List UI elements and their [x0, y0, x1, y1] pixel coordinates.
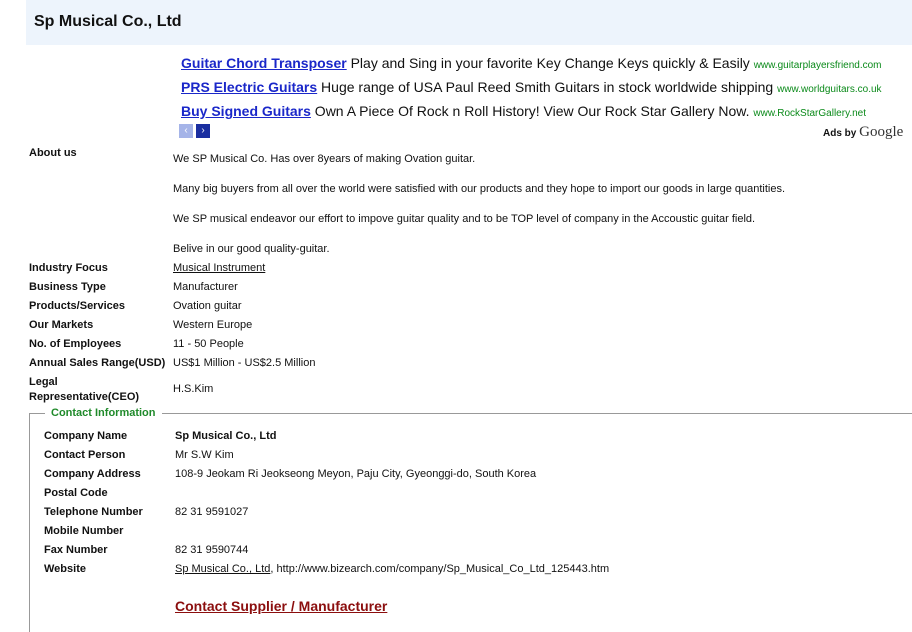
legal-rep-label-line2: Representative(CEO) [29, 391, 140, 403]
ad-url[interactable]: www.RockStarGallery.net [753, 108, 867, 119]
ad-item [181, 77, 906, 101]
about-paragraph: We SP Musical Co. Has over 8years of making Ovation guitar. [173, 153, 476, 165]
postal-code-label: Postal Code [44, 487, 108, 499]
page-title: Sp Musical Co., Ltd [34, 13, 182, 30]
telephone-label: Telephone Number [44, 506, 143, 518]
website-link[interactable]: Sp Musical Co., Ltd [175, 563, 271, 575]
employees-label: No. of Employees [29, 338, 122, 350]
company-address-value: 108-9 Jeokam Ri Jeokseong Meyon, Paju City, Gyeonggi-do, South Korea [175, 468, 537, 480]
contact-supplier-button[interactable]: Contact Supplier / Manufacturer [175, 598, 388, 614]
ads-by-google[interactable] [823, 124, 903, 141]
website-url: , http://www.bizearch.com/company/Sp_Musical_Co_Ltd_125443.htm [270, 563, 610, 575]
chevron-left-icon[interactable]: ‹ [179, 124, 193, 138]
google-logo: Google [859, 124, 904, 140]
products-services-label: Products/Services [29, 300, 125, 312]
employees-value: 11 - 50 People [173, 338, 244, 350]
legal-rep-value: H.S.Kim [173, 383, 214, 395]
ad-url[interactable]: www.worldguitars.co.uk [777, 84, 882, 95]
ad-title-link[interactable]: Buy Signed Guitars [181, 103, 311, 119]
about-paragraph: Belive in our good quality-guitar. [173, 243, 330, 255]
annual-sales-label: Annual Sales Range(USD) [29, 357, 166, 369]
ad-description: Own A Piece Of Rock n Roll History! View Our Rock Star Gallery Now. [310, 103, 754, 119]
ad-url[interactable]: www.guitarplayersfriend.com [753, 60, 882, 71]
ad-navigation [179, 124, 213, 138]
ad-title-link[interactable]: Guitar Chord Transposer [181, 55, 347, 71]
about-label: About us [29, 147, 77, 159]
ad-description: Play and Sing in your favorite Key Change Keys quickly & Easily [346, 55, 754, 71]
our-markets-label: Our Markets [29, 319, 94, 331]
ads-by-label: Ads by [823, 128, 860, 139]
contact-person-value: Mr S.W Kim [175, 449, 234, 461]
industry-focus-label: Industry Focus [29, 262, 108, 274]
mobile-label: Mobile Number [44, 525, 124, 537]
company-address-label: Company Address [44, 468, 141, 480]
about-paragraph: Many big buyers from all over the world were satisfied with our products and they hope to import our goods in large quantities. [173, 183, 786, 195]
page-header [26, 0, 912, 45]
our-markets-value: Western Europe [173, 319, 253, 331]
business-type-value: Manufacturer [173, 281, 238, 293]
ad-title-link[interactable]: PRS Electric Guitars [181, 79, 318, 95]
industry-focus-link[interactable]: Musical Instrument [173, 262, 266, 274]
contact-info-box [29, 413, 912, 632]
fax-value: 82 31 9590744 [175, 544, 249, 556]
about-paragraph: We SP musical endeavor our effort to impove guitar quality and to be TOP level of company in the Accoustic guitar field. [173, 213, 756, 225]
legal-rep-label-line1: Legal [29, 376, 58, 388]
business-type-label: Business Type [29, 281, 106, 293]
company-name-label: Company Name [44, 430, 128, 442]
annual-sales-value: US$1 Million - US$2.5 Million [173, 357, 316, 369]
ad-description: Huge range of USA Paul Reed Smith Guitars in stock worldwide shipping [317, 79, 778, 95]
ads-block [181, 53, 906, 125]
company-name-value: Sp Musical Co., Ltd [175, 430, 277, 442]
website-label: Website [44, 563, 86, 575]
contact-info-legend: Contact Information [45, 407, 162, 419]
chevron-right-icon[interactable]: › [196, 124, 210, 138]
products-services-value: Ovation guitar [173, 300, 242, 312]
fax-label: Fax Number [44, 544, 108, 556]
ad-item [181, 101, 906, 125]
ad-item [181, 53, 906, 77]
telephone-value: 82 31 9591027 [175, 506, 249, 518]
contact-person-label: Contact Person [44, 449, 126, 461]
website-value [175, 563, 609, 575]
